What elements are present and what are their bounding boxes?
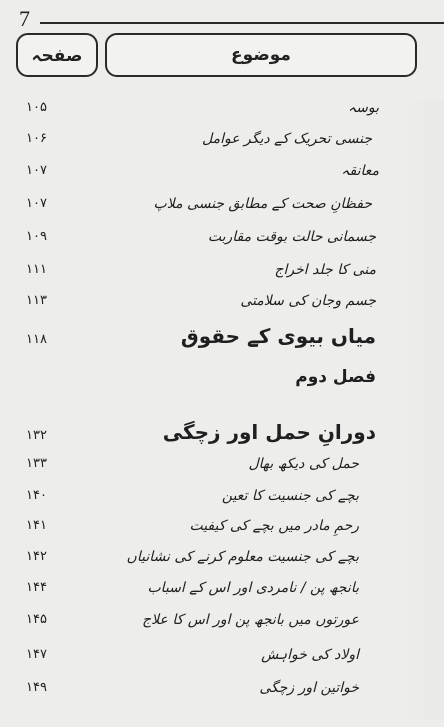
toc-title: بچے کی جنسیت معلوم کرنے کی نشانیاں	[126, 549, 359, 565]
toc-row[interactable]	[0, 512, 444, 542]
topic-column-label: موضوع	[231, 45, 291, 65]
toc-section-row[interactable]	[0, 322, 444, 358]
toc-title: بوسہ	[347, 100, 379, 116]
toc-section-row[interactable]	[0, 420, 444, 454]
page-column-header	[16, 33, 98, 77]
toc-title: حمل کی دیکھ بھال	[248, 456, 359, 472]
toc-title: جسمانی حالت بوقت مقاربت	[207, 229, 376, 245]
toc-page-number: ۱۱۱	[26, 262, 47, 277]
toc-title: خواتین اور زچگی	[259, 680, 359, 696]
toc-page-number: ۱۱۳	[26, 293, 47, 308]
toc-title: بچے کی جنسیت کا تعین	[221, 488, 359, 504]
toc-row[interactable]	[0, 674, 444, 704]
toc-page-number: ۱۴۴	[26, 580, 47, 595]
toc-page-number: ۱۴۰	[26, 488, 47, 503]
toc-page-number: ۱۰۶	[26, 131, 47, 146]
toc-row[interactable]	[0, 256, 444, 286]
toc-row[interactable]	[0, 94, 444, 124]
toc-section-title: دورانِ حمل اور زچگی	[162, 420, 376, 444]
toc-row[interactable]	[0, 125, 444, 155]
toc-row[interactable]	[0, 641, 444, 671]
toc-row[interactable]	[0, 606, 444, 636]
toc-page-number: ۱۰۷	[26, 163, 47, 178]
toc-row[interactable]	[0, 287, 444, 317]
toc-page-number: ۱۰۵	[26, 100, 47, 115]
toc-row[interactable]	[0, 190, 444, 220]
toc-row[interactable]	[0, 450, 444, 480]
toc-page-number: ۱۴۲	[26, 549, 47, 564]
toc-page-number: ۱۰۹	[26, 229, 47, 244]
toc-title: حفظانِ صحت کے مطابق جنسی ملاپ	[153, 196, 372, 212]
page-column-label: صفحہ	[31, 45, 83, 66]
toc-page-number: ۱۴۷	[26, 647, 47, 662]
toc-title: رحمِ مادر میں بچے کی کیفیت	[189, 518, 359, 534]
toc-title: معانقہ	[341, 163, 379, 179]
toc-page-number: ۱۴۱	[26, 518, 47, 533]
toc-row[interactable]	[0, 543, 444, 573]
toc-page-number: ۱۰۷	[26, 196, 47, 211]
toc-title: بانجھ پن / نامردی اور اس کے اسباب	[147, 580, 359, 596]
page-number: 7	[19, 6, 30, 31]
toc-page-number: ۱۳۳	[26, 456, 47, 471]
toc-page-number: ۱۴۹	[26, 680, 47, 695]
toc-title: جسم وجان کی سلامتی	[240, 293, 376, 309]
toc-row[interactable]	[0, 574, 444, 604]
toc-chapter-row	[0, 363, 444, 397]
toc-page-number: ۱۱۸	[26, 332, 47, 347]
toc-row[interactable]	[0, 157, 444, 187]
toc-title: منی کا جلد اخراج	[274, 262, 376, 278]
topic-column-header	[105, 33, 417, 77]
toc-title: عورتوں میں بانجھ پن اور اس کا علاج	[142, 612, 359, 628]
toc-page-number: ۱۴۵	[26, 612, 47, 627]
toc-row[interactable]	[0, 482, 444, 512]
toc-chapter-title: فصل دوم	[295, 367, 376, 387]
toc-row[interactable]	[0, 223, 444, 253]
toc-title: اولاد کی خواہش	[261, 647, 359, 663]
toc-section-title: میاں بیوی کے حقوق	[180, 324, 376, 348]
toc-title: جنسی تحریک کے دیگر عوامل	[202, 131, 372, 147]
top-rule	[40, 22, 444, 24]
toc-page-number: ۱۳۲	[26, 428, 47, 443]
